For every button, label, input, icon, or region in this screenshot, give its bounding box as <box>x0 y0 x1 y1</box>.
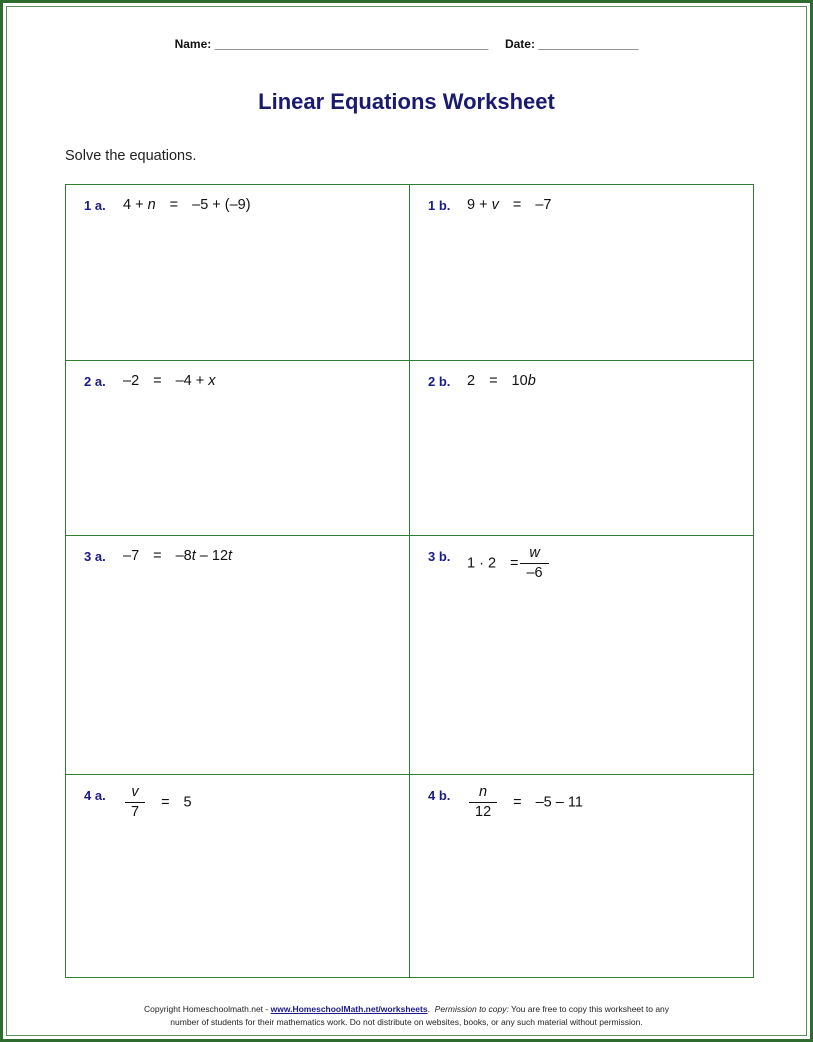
relation: = <box>513 794 522 811</box>
fraction-numerator: v <box>125 783 145 803</box>
fraction-numerator: w <box>520 544 548 564</box>
fraction-denominator: –6 <box>526 565 543 581</box>
equation-2b <box>467 373 536 389</box>
problem-label: 3 a. <box>84 549 106 564</box>
relation: = <box>161 794 170 811</box>
rhs-variable: x <box>208 373 216 389</box>
equation-4b <box>467 783 583 822</box>
relation: = <box>169 197 179 213</box>
problem-label: 1 b. <box>428 198 451 213</box>
fraction-numerator: n <box>469 783 497 803</box>
problem-label: 4 b. <box>428 788 451 803</box>
problem-cell-4a <box>66 775 410 977</box>
problem-grid <box>65 184 754 978</box>
problem-label: 4 a. <box>84 788 106 803</box>
fraction-denominator: 12 <box>475 804 492 820</box>
problem-cell-1a <box>66 185 410 361</box>
lhs-variable: v <box>491 197 499 213</box>
rhs: –5 – 11 <box>535 794 583 811</box>
name-label: Name: <box>174 37 212 51</box>
rhs-part-b: – 12 <box>195 548 229 564</box>
page-title: Linear Equations Worksheet <box>258 89 555 114</box>
permission-text: You are free to copy this worksheet to any <box>508 1004 670 1014</box>
problem-cell-4b <box>410 775 753 977</box>
lhs: 2 <box>467 373 476 389</box>
relation: = <box>153 548 162 564</box>
fraction <box>125 783 145 822</box>
permission-label: Permission to copy: <box>434 1004 509 1014</box>
rhs-variable-a: t <box>191 548 196 564</box>
rhs-variable-b: t <box>228 548 233 564</box>
equation-3a <box>123 548 232 564</box>
worksheets-link[interactable]: www.HomeschoolMath.net/worksheets <box>270 1004 428 1014</box>
fraction <box>469 783 497 822</box>
problem-label: 2 b. <box>428 374 451 389</box>
relation: = <box>510 555 519 572</box>
name-date-header <box>3 37 810 51</box>
problem-cell-1b <box>410 185 753 361</box>
equation-4a <box>123 783 192 822</box>
date-blank: _______________ <box>538 37 639 51</box>
equation-3b <box>467 544 551 583</box>
equation-2a <box>123 373 216 389</box>
problem-label: 3 b. <box>428 549 451 564</box>
problem-label: 2 a. <box>84 374 106 389</box>
fraction <box>520 544 548 583</box>
rhs: 5 <box>183 794 192 811</box>
footer-line-1 <box>3 1003 810 1016</box>
equation-1a <box>123 197 251 213</box>
problem-cell-2a <box>66 361 410 536</box>
problem-cell-3b <box>410 536 753 775</box>
problem-cell-2b <box>410 361 753 536</box>
lhs: –7 <box>123 548 140 564</box>
footer-line-2: number of students for their mathematics work. Do not distribute on websites, books, or any such material without permission. <box>170 1017 643 1027</box>
name-blank: _________________________________________ <box>214 37 489 51</box>
equation-1b <box>467 197 551 213</box>
problem-cell-3a <box>66 536 410 775</box>
lhs-variable: n <box>147 197 156 213</box>
rhs: –7 <box>535 197 552 213</box>
rhs-variable: b <box>527 373 536 389</box>
instructions: Solve the equations. <box>65 148 197 164</box>
copyright-text: Copyright Homeschoolmath.net - <box>143 1004 271 1014</box>
footer-period: . <box>427 1004 430 1014</box>
rhs-part-a: –8 <box>175 548 192 564</box>
relation: = <box>512 197 522 213</box>
rhs: –4 + <box>175 373 209 389</box>
rhs: 10 <box>511 373 528 389</box>
problem-label: 1 a. <box>84 198 106 213</box>
lhs: 9 + <box>467 197 492 213</box>
lhs: 1 · 2 <box>467 555 497 572</box>
copyright-footer <box>3 1003 810 1029</box>
lhs: –2 <box>123 373 140 389</box>
lhs: 4 + <box>123 197 148 213</box>
rhs: –5 + (–9) <box>192 197 251 213</box>
relation: = <box>489 373 498 389</box>
fraction-denominator: 7 <box>131 804 140 820</box>
relation: = <box>153 373 162 389</box>
date-label: Date: <box>504 37 535 51</box>
